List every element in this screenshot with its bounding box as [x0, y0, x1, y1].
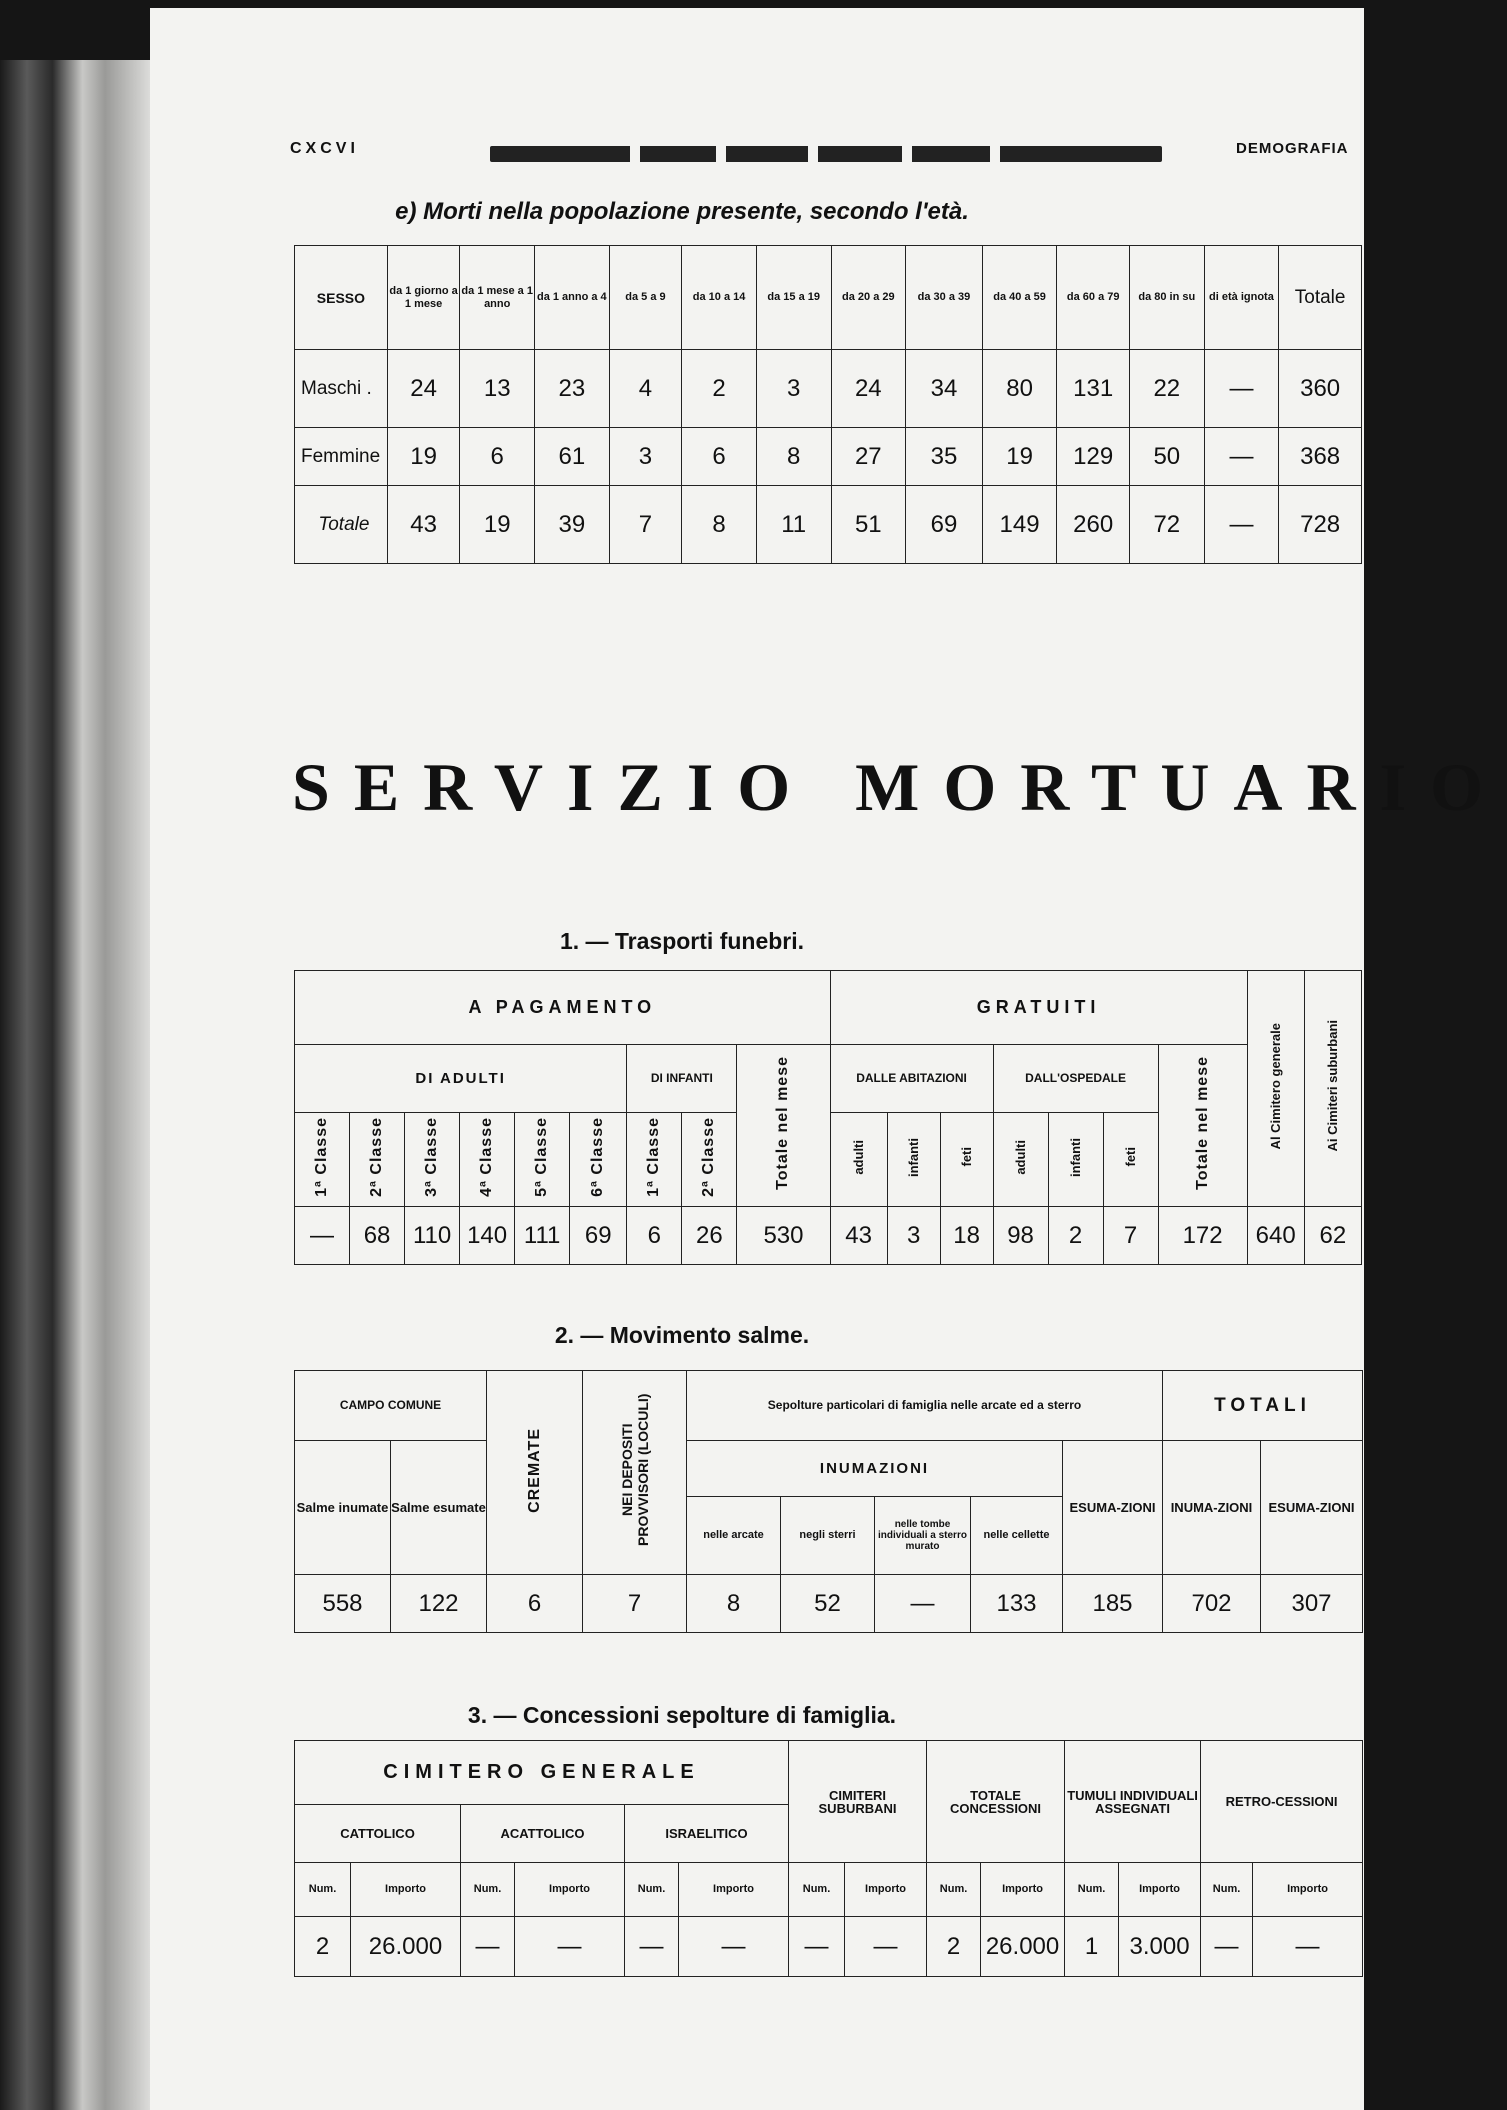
col-cimitero-generale: Al Cimitero generale [1247, 971, 1304, 1207]
cell: 52 [781, 1575, 875, 1633]
tot-esumazioni: ESUMA-ZIONI [1261, 1441, 1363, 1575]
col-importo: Importo [845, 1863, 927, 1917]
cell: 2 [1048, 1207, 1103, 1265]
cell: 8 [756, 428, 831, 486]
age-header: da 40 a 59 [982, 246, 1057, 350]
cell: 111 [515, 1207, 570, 1265]
col-negli-sterri: negli sterri [781, 1497, 875, 1575]
cell: 26.000 [981, 1917, 1065, 1977]
cell: 34 [906, 350, 983, 428]
cell: — [625, 1917, 679, 1977]
age-header: da 15 a 19 [756, 246, 831, 350]
col-classe: 2ª Classe [350, 1113, 405, 1207]
cell: 702 [1163, 1575, 1261, 1633]
inumazioni-header: INUMAZIONI [687, 1441, 1063, 1497]
cell: 69 [570, 1207, 627, 1265]
age-header: da 30 a 39 [906, 246, 983, 350]
cell: 3 [756, 350, 831, 428]
cell: 8 [687, 1575, 781, 1633]
col-importo: Importo [351, 1863, 461, 1917]
totale-concessioni-header: TOTALE CONCESSIONI [927, 1741, 1065, 1863]
col-num: Num. [625, 1863, 679, 1917]
col-importo: Importo [679, 1863, 789, 1917]
esumazioni: ESUMA-ZIONI [1063, 1441, 1163, 1575]
age-header: da 5 a 9 [609, 246, 682, 350]
sepolture-header: Sepolture particolari di famiglia nelle arcate ed a sterro [687, 1371, 1163, 1441]
cell: — [845, 1917, 927, 1977]
cell: 1 [1065, 1917, 1119, 1977]
cell: 129 [1057, 428, 1130, 486]
cell: 24 [387, 350, 460, 428]
cell: — [789, 1917, 845, 1977]
cell: 19 [387, 428, 460, 486]
retrocessioni-header: RETRO-CESSIONI [1201, 1741, 1363, 1863]
cell: 43 [387, 486, 460, 564]
col-classe: 1ª Classe [627, 1113, 682, 1207]
age-header: di età ignota [1204, 246, 1279, 350]
cell: — [1204, 350, 1279, 428]
cell: 26.000 [351, 1917, 461, 1977]
cell: 8 [682, 486, 757, 564]
table-trasporti-funebri [294, 970, 1362, 1265]
col-totale: Totale [1279, 246, 1362, 350]
cell: 98 [993, 1207, 1048, 1265]
cell: — [875, 1575, 971, 1633]
table-2-title: 2. — Movimento salme. [554, 1322, 810, 1348]
table-morti-eta [294, 245, 1362, 564]
col-num: Num. [295, 1863, 351, 1917]
col-importo: Importo [515, 1863, 625, 1917]
cell: 260 [1057, 486, 1130, 564]
cell: 27 [831, 428, 906, 486]
col-totale-mese-gratuiti: Totale nel mese [1158, 1045, 1247, 1207]
sub-adulti: DI ADULTI [295, 1045, 627, 1113]
col-nelle-arcate: nelle arcate [687, 1497, 781, 1575]
cell: 3 [887, 1207, 940, 1265]
col-nelle-cellette: nelle cellette [971, 1497, 1063, 1575]
cell: 172 [1158, 1207, 1247, 1265]
age-header: da 1 anno a 4 [535, 246, 610, 350]
cell: 24 [831, 350, 906, 428]
row-label: Maschi . [295, 350, 388, 428]
cell: 2 [927, 1917, 981, 1977]
cell: — [1204, 486, 1279, 564]
col-classe: 2ª Classe [682, 1113, 737, 1207]
col-num: Num. [1201, 1863, 1253, 1917]
totali-header: TOTALI [1163, 1371, 1363, 1441]
salme-inumate: Salme inumate [295, 1441, 391, 1575]
col-sesso: SESSO [295, 246, 388, 350]
cell: 122 [391, 1575, 487, 1633]
table-3-title: 3. — Concessioni sepolture di famiglia. [467, 1702, 897, 1728]
campo-comune: CAMPO COMUNE [295, 1371, 487, 1441]
cell: 22 [1130, 350, 1205, 428]
cell: — [1201, 1917, 1253, 1977]
cell: 558 [295, 1575, 391, 1633]
col-feti: feti [1103, 1113, 1158, 1207]
col-cremate: CREMATE [487, 1371, 583, 1575]
table-concessioni [294, 1740, 1363, 1977]
cell: 72 [1130, 486, 1205, 564]
cell: 4 [609, 350, 682, 428]
row-label: Femmine [295, 428, 388, 486]
col-num: Num. [461, 1863, 515, 1917]
cell: 23 [535, 350, 610, 428]
sub-ospedale: DALL'OSPEDALE [993, 1045, 1158, 1113]
col-cimiteri-suburbani: Ai Cimiteri suburbani [1304, 971, 1361, 1207]
table-row [295, 1917, 1363, 1977]
cell: 80 [982, 350, 1057, 428]
page-number: CXCVI [290, 140, 359, 157]
cell: 185 [1063, 1575, 1163, 1633]
header-rule [490, 146, 1162, 162]
cell: — [515, 1917, 625, 1977]
cell: 50 [1130, 428, 1205, 486]
table-movimento-salme [294, 1370, 1363, 1633]
cell: 51 [831, 486, 906, 564]
col-feti: feti [940, 1113, 993, 1207]
age-header: da 20 a 29 [831, 246, 906, 350]
table-e-caption: e) Morti nella popolazione presente, secondo l'età. [395, 198, 969, 225]
cell: 307 [1261, 1575, 1363, 1633]
col-infanti: infanti [887, 1113, 940, 1207]
cell: 2 [295, 1917, 351, 1977]
cell: 530 [737, 1207, 830, 1265]
tot-inumazioni: INUMA-ZIONI [1163, 1441, 1261, 1575]
cell: 360 [1279, 350, 1362, 428]
col-importo: Importo [1119, 1863, 1201, 1917]
cell: 7 [583, 1575, 687, 1633]
cattolico-header: CATTOLICO [295, 1805, 461, 1863]
col-adulti: adulti [830, 1113, 887, 1207]
col-importo: Importo [1253, 1863, 1363, 1917]
col-num: Num. [789, 1863, 845, 1917]
cell: 62 [1304, 1207, 1361, 1265]
col-depositi: NEI DEPOSITI PROVVISORI (LOCULI) [583, 1371, 687, 1575]
col-classe: 5ª Classe [515, 1113, 570, 1207]
salme-esumate: Salme esumate [391, 1441, 487, 1575]
cell: 35 [906, 428, 983, 486]
cell: 110 [405, 1207, 460, 1265]
group-gratuiti: GRATUITI [830, 971, 1247, 1045]
table-row [295, 428, 1362, 486]
cell: 368 [1279, 428, 1362, 486]
cell: 68 [350, 1207, 405, 1265]
cell: 640 [1247, 1207, 1304, 1265]
col-totale-mese: Totale nel mese [737, 1045, 830, 1207]
age-header: da 1 mese a 1 anno [460, 246, 535, 350]
cell: 13 [460, 350, 535, 428]
table-row [295, 350, 1362, 428]
cell: — [1253, 1917, 1363, 1977]
cell: 6 [627, 1207, 682, 1265]
cell: 6 [682, 428, 757, 486]
cell: — [1204, 428, 1279, 486]
cell: 19 [982, 428, 1057, 486]
table-row [295, 1575, 1363, 1633]
cell: 7 [1103, 1207, 1158, 1265]
cell: 61 [535, 428, 610, 486]
col-num: Num. [1065, 1863, 1119, 1917]
cell: — [679, 1917, 789, 1977]
book-spine [0, 60, 150, 2110]
cell: 149 [982, 486, 1057, 564]
col-classe: 6ª Classe [570, 1113, 627, 1207]
cell: 140 [460, 1207, 515, 1265]
sub-abitazioni: DALLE ABITAZIONI [830, 1045, 993, 1113]
col-importo: Importo [981, 1863, 1065, 1917]
cell: — [461, 1917, 515, 1977]
cell: — [295, 1207, 350, 1265]
cell: 69 [906, 486, 983, 564]
running-head-section: DEMOGRAFIA [1236, 140, 1349, 157]
cell: 18 [940, 1207, 993, 1265]
section-title: SERVIZIO MORTUARIO [292, 749, 1507, 825]
sub-infanti: DI INFANTI [627, 1045, 737, 1113]
row-label: Totale [295, 486, 388, 564]
cimitero-generale-header: CIMITERO GENERALE [295, 1741, 789, 1805]
age-header: da 60 a 79 [1057, 246, 1130, 350]
cell: 133 [971, 1575, 1063, 1633]
col-classe: 4ª Classe [460, 1113, 515, 1207]
col-infanti: infanti [1048, 1113, 1103, 1207]
cell: 131 [1057, 350, 1130, 428]
tumuli-header: TUMULI INDIVIDUALI ASSEGNATI [1065, 1741, 1201, 1863]
table-row-total [295, 486, 1362, 564]
group-pagamento: A PAGAMENTO [295, 971, 831, 1045]
cell: 19 [460, 486, 535, 564]
cimiteri-suburbani-header: CIMITERI SUBURBANI [789, 1741, 927, 1863]
cell: 39 [535, 486, 610, 564]
table-1-title: 1. — Trasporti funebri. [559, 928, 805, 954]
age-header: da 80 in su [1130, 246, 1205, 350]
cell: 11 [756, 486, 831, 564]
cell: 6 [487, 1575, 583, 1633]
cell: 7 [609, 486, 682, 564]
cell: 3 [609, 428, 682, 486]
col-classe: 3ª Classe [405, 1113, 460, 1207]
cell: 6 [460, 428, 535, 486]
age-header: da 10 a 14 [682, 246, 757, 350]
table-row [295, 1207, 1362, 1265]
col-nelle-tombe: nelle tombe individuali a sterro murato [875, 1497, 971, 1575]
cell: 3.000 [1119, 1917, 1201, 1977]
cell: 2 [682, 350, 757, 428]
col-num: Num. [927, 1863, 981, 1917]
age-header: da 1 giorno a 1 mese [387, 246, 460, 350]
israelitico-header: ISRAELITICO [625, 1805, 789, 1863]
col-classe: 1ª Classe [295, 1113, 350, 1207]
cell: 728 [1279, 486, 1362, 564]
acattolico-header: ACATTOLICO [461, 1805, 625, 1863]
col-adulti: adulti [993, 1113, 1048, 1207]
cell: 26 [682, 1207, 737, 1265]
cell: 43 [830, 1207, 887, 1265]
